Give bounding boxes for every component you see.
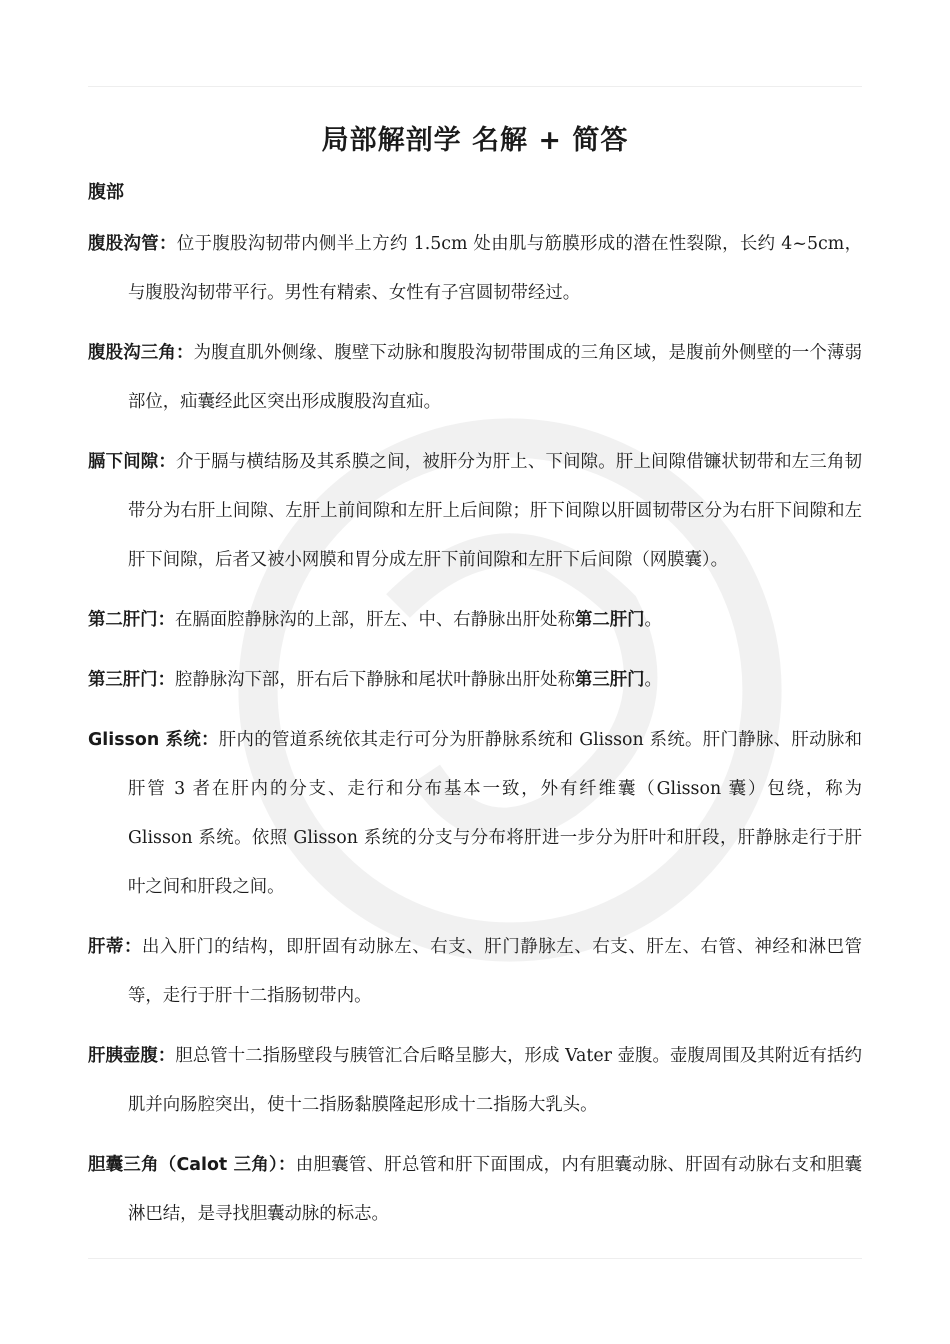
- definition-hepatopancreatic-ampulla: [88, 1032, 862, 1130]
- term: 第三肝门：: [88, 670, 175, 690]
- term: 腹股沟三角：: [88, 343, 194, 363]
- term: 肝胰壶腹：: [88, 1046, 176, 1066]
- term: Glisson 系统：: [88, 730, 219, 750]
- emphasis-text: 第二肝门: [574, 610, 645, 630]
- term: 第二肝门：: [88, 610, 175, 630]
- term: 膈下间隙：: [88, 452, 176, 472]
- definition-second-porta-hepatis: [88, 596, 862, 645]
- definition-tail: 。: [644, 670, 662, 690]
- term: 肝蒂：: [88, 937, 143, 957]
- definition-inguinal-canal: [88, 220, 862, 318]
- page-title: 局部解剖学 名解 + 简答: [321, 125, 629, 156]
- definition-glisson-system: [88, 716, 862, 912]
- top-divider: [88, 86, 862, 87]
- definition-tail: 。: [644, 610, 662, 630]
- definition-text: 介于膈与横结肠及其系膜之间，被肝分为肝上、下间隙。肝上间隙借镰状韧带和左三角韧带分为右肝上间隙、左肝上前间隙和左肝上后间隙；肝下间隙以肝圆韧带区分为右肝下间隙和左肝下间隙，后者又被小网膜和胃分成左肝下前间隙和左肝下后间隙（网膜囊）。: [128, 452, 862, 570]
- definition-hepatic-pedicle: [88, 923, 862, 1021]
- definition-list: [88, 220, 862, 1250]
- definition-inguinal-triangle: [88, 329, 862, 427]
- definition-calot-triangle: [88, 1141, 862, 1239]
- section-heading: 腹部: [88, 182, 124, 203]
- definition-text: 在膈面腔静脉沟的上部，肝左、中、右静脉出肝处称: [174, 610, 575, 630]
- emphasis-text: 第三肝门: [574, 670, 645, 690]
- definition-text: 胆总管十二指肠壁段与胰管汇合后略呈膨大，形成 Vater 壶腹。壶腹周围及其附近有括约肌并向肠腔突出，使十二指肠黏膜隆起形成十二指肠大乳头。: [128, 1046, 862, 1115]
- term: 胆囊三角（Calot 三角）：: [88, 1155, 296, 1175]
- definition-third-porta-hepatis: [88, 656, 862, 705]
- definition-subphrenic-space: [88, 438, 862, 585]
- term: 腹股沟管：: [88, 234, 177, 254]
- definition-text: 肝内的管道系统依其走行可分为肝静脉系统和 Glisson 系统。肝门静脉、肝动脉和肝管 3 者在肝内的分支、走行和分布基本一致，外有纤维囊（Glisson 囊）包绕，称为 Glisson 系统。依照 Glisson 系统的分支与分布将肝进一步分为肝叶和肝段，肝静脉走行于肝叶之间和肝段之间。: [128, 730, 862, 897]
- definition-text: 由胆囊管、肝总管和肝下面围成，内有胆囊动脉、肝固有动脉右支和胆囊淋巴结，是寻找胆囊动脉的标志。: [128, 1155, 863, 1224]
- definition-text: 出入肝门的结构，即肝固有动脉左、右支、肝门静脉左、右支、肝左、右管、神经和淋巴管等，走行于肝十二指肠韧带内。: [128, 937, 862, 1006]
- bottom-divider: [88, 1258, 862, 1259]
- definition-text: 位于腹股沟韧带内侧半上方约 1.5cm 处由肌与筋膜形成的潜在性裂隙，长约 4~5cm，与腹股沟韧带平行。男性有精索、女性有子宫圆韧带经过。: [128, 234, 862, 303]
- definition-text: 腔静脉沟下部，肝右后下静脉和尾状叶静脉出肝处称: [174, 670, 575, 690]
- definition-text: 为腹直肌外侧缘、腹壁下动脉和腹股沟韧带围成的三角区域，是腹前外侧壁的一个薄弱部位，疝囊经此区突出形成腹股沟直疝。: [128, 343, 862, 412]
